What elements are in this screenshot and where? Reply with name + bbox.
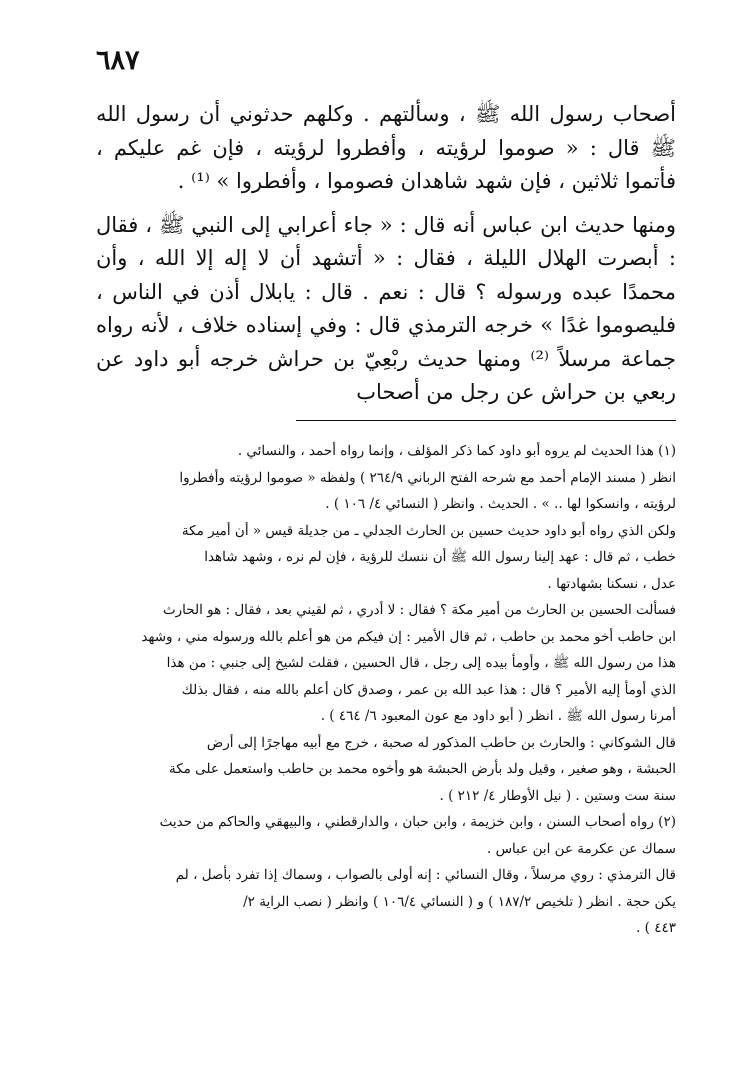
footnote-line: انظر ( مسند الإمام أحمد مع شرحه الفتح الرباني ٢٦٤/٩ ) ولفظه « صوموا لرؤيته وأفطروا: [179, 469, 676, 486]
footnote-line: ٤٤٣ ) .: [636, 920, 676, 936]
footnote-line: (١) هذا الحديث لم يروه أبو داود كما ذكر المؤلف ، وإنما رواه أحمد ، والنسائي .: [237, 443, 676, 459]
footnote-separator-rule: [296, 420, 676, 421]
footnote-line: سماك عن عكرمة عن ابن عباس .: [96, 836, 676, 863]
footnote-line: (٢) رواه أصحاب السنن ، وابن خزيمة ، وابن حبان ، والدارقطني ، والبيهقي والحاكم من حديث: [159, 814, 676, 830]
footnote-line: سنة ست وستين . ( نيل الأوطار ٤/ ٢١٢ ) .: [96, 783, 676, 810]
footnote-line: الحبشة ، وهو صغير ، وقيل ولد بأرض الحبشة هو وأخوه محمد بن حاطب واستعمل على مكة: [168, 761, 676, 777]
footnote-line: يكن حجة . انظر ( تلخيص ١٨٧/٢ ) و ( النسائي ١٠٦/٤ ) وانظر ( نصب الراية ٢/: [243, 893, 676, 910]
main-paragraph-1: أصحاب رسول الله ﷺ ، وسألتهم . وكلهم حدثوني أن رسول الله ﷺ قال : « صوموا لرؤيته ، وأفطروا لرؤيته ، فإن غم عليكم ، فأتموا ثلاثين ، فإن شهد شاهدان فصوموا ، وأفطروا » ⁽¹⁾ .: [96, 102, 676, 193]
footnote-line: فسألت الحسين بن الحارث من أمير مكة ؟ فقال : لا أدري ، ثم لقيني بعد ، فقال : هو الحارث: [162, 602, 676, 618]
footnote-line: ابن حاطب أخو محمد بن حاطب ، ثم قال الأمير : إن فيكم من هو أعلم بالله ورسوله مني ، وشهد: [141, 628, 676, 645]
footnote-line: عدل ، نسكنا بشهادتها .: [96, 571, 676, 598]
main-text: [96, 98, 676, 410]
footnote-line: قال الترمذي : روي مرسلاً ، وقال النسائي : إنه أولى بالصواب ، وسماك إذا تفرد بأصل ، لم: [175, 867, 676, 883]
footnote-line: الذي أومأ إليه الأمير ؟ قال : هذا عبد الله بن عمر ، وصدق كان أعلم بالله منه ، فقال بذلك: [181, 681, 676, 698]
page-number: ٦٨٧: [96, 45, 140, 76]
footnotes: [96, 438, 676, 942]
main-paragraph-2: ومنها حديث ابن عباس أنه قال : « جاء أعرابي إلى النبي ﷺ ، فقال : أبصرت الهلال الليلة ، فقال : « أتشهد أن لا إله إلا الله ، وأن محمدًا عبده ورسوله ؟ قال : نعم . قال : يابلال أذن في الناس ، فليصوموا غدًا » خرجه الترمذي قال : وفي إسناده خلاف ، لأنه رواه جماعة مرسلاً ⁽²⁾ ومنها حديث ربْعِيّ بن حراش خرجه أبو داود عن ربعي بن حراش عن رجل من أصحاب: [96, 212, 677, 404]
footnote-line: خطب ، ثم قال : عهد إلينا رسول الله ﷺ أن ننسك للرؤية ، فإن لم نره ، وشهد شاهدا: [204, 549, 676, 565]
footnote-line: لرؤيته ، وانسكوا لها .. » . الحديث . وانظر ( النسائي ٤/ ١٠٦ ) .: [325, 496, 676, 512]
footnote-line: أمرنا رسول الله ﷺ . انظر ( أبو داود مع عون المعبود ٦/ ٤٦٤ ) .: [96, 703, 676, 730]
footnote-line: قال الشوكاني : والحارث بن حاطب المذكور له صحبة ، خرج مع أبيه مهاجرًا إلى أرض: [206, 734, 676, 751]
footnote-line: هذا من رسول الله ﷺ ، وأومأ بيده إلى رجل ، قال الحسين ، فقلت لشيخ إلى جنبي : من هذا: [166, 655, 676, 671]
footnote-line: ولكن الذي رواه أبو داود حديث حسين بن الحارث الجدلي ـ من جديلة قيس « أن أمير مكة: [181, 522, 676, 539]
